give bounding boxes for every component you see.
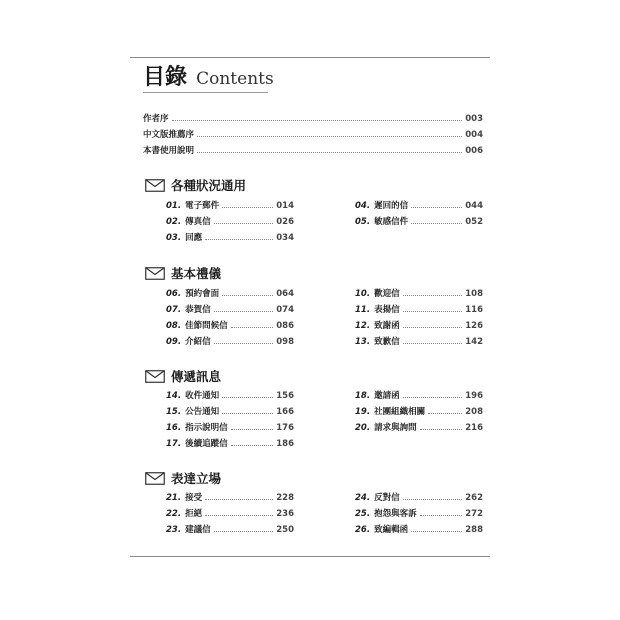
toc-label: 佳節問候信 xyxy=(185,321,228,331)
leader-dots xyxy=(403,327,463,328)
toc-item-number: 03. xyxy=(166,233,182,243)
toc-label: 作者序 xyxy=(143,114,169,124)
leader-dots xyxy=(214,531,274,532)
toc-label: 致歉信 xyxy=(374,337,400,347)
toc-item[interactable] xyxy=(166,320,294,332)
toc-item-number: 26. xyxy=(355,525,371,535)
toc-page-number: 014 xyxy=(276,201,294,211)
toc-page-number: 052 xyxy=(465,217,483,227)
leader-dots xyxy=(411,531,462,532)
leader-dots xyxy=(231,445,274,446)
toc-item-number: 07. xyxy=(166,305,182,315)
toc-item[interactable] xyxy=(355,524,483,536)
toc-page-number: 108 xyxy=(465,289,483,299)
toc-item-number: 23. xyxy=(166,525,182,535)
toc-page-number: 288 xyxy=(465,525,483,535)
toc-label: 接受 xyxy=(185,493,203,503)
section-title: 傳遞訊息 xyxy=(171,369,222,384)
toc-item-number: 16. xyxy=(166,423,182,433)
toc-label: 預約會面 xyxy=(185,289,220,299)
toc-label: 恭賀信 xyxy=(185,305,211,315)
top-rule xyxy=(130,57,490,58)
leader-dots xyxy=(428,413,462,414)
toc-label: 遲回的信 xyxy=(374,201,409,211)
toc-page-number: 126 xyxy=(465,321,483,331)
toc-item[interactable] xyxy=(355,200,483,212)
toc-item-number: 09. xyxy=(166,337,182,347)
leader-dots xyxy=(231,327,274,328)
section-header xyxy=(145,176,246,194)
toc-page-number: 196 xyxy=(465,391,483,401)
toc-item[interactable] xyxy=(166,200,294,212)
toc-page-number: 216 xyxy=(465,423,483,433)
toc-label: 建議信 xyxy=(185,525,211,535)
toc-page-number: 116 xyxy=(465,305,483,315)
envelope-icon xyxy=(145,179,165,192)
leader-dots xyxy=(205,515,273,516)
toc-front-item-recommendation[interactable] xyxy=(143,129,483,141)
leader-dots xyxy=(172,120,463,121)
toc-label: 反對信 xyxy=(374,493,400,503)
section-header xyxy=(145,367,221,385)
toc-item[interactable] xyxy=(166,232,294,244)
bottom-rule xyxy=(130,556,490,557)
toc-page-number: 228 xyxy=(276,493,294,503)
toc-label: 收件通知 xyxy=(185,391,220,401)
toc-item[interactable] xyxy=(166,492,294,504)
toc-page-number: 064 xyxy=(276,289,294,299)
page-title xyxy=(143,60,274,90)
envelope-icon xyxy=(145,267,165,280)
toc-item[interactable] xyxy=(166,508,294,520)
toc-item[interactable] xyxy=(166,336,294,348)
toc-item[interactable] xyxy=(166,422,294,434)
leader-dots xyxy=(403,311,463,312)
toc-page-number: 176 xyxy=(276,423,294,433)
leader-dots xyxy=(205,239,273,240)
leader-dots xyxy=(231,429,274,430)
toc-label: 致編輯函 xyxy=(374,525,409,535)
section-title: 基本禮儀 xyxy=(171,266,222,281)
title-english: Contents xyxy=(196,69,274,89)
toc-label: 邀請函 xyxy=(374,391,400,401)
toc-item-number: 02. xyxy=(166,217,182,227)
toc-item[interactable] xyxy=(355,216,483,228)
leader-dots xyxy=(214,223,274,224)
toc-item-number: 20. xyxy=(355,423,371,433)
toc-item[interactable] xyxy=(166,390,294,402)
toc-item-number: 06. xyxy=(166,289,182,299)
toc-label: 本書使用說明 xyxy=(143,146,195,156)
toc-page-number: 262 xyxy=(465,493,483,503)
leader-dots xyxy=(197,136,462,137)
leader-dots xyxy=(222,413,273,414)
toc-page-number: 186 xyxy=(276,439,294,449)
toc-page-number: 003 xyxy=(465,114,483,124)
toc-item-number: 05. xyxy=(355,217,371,227)
toc-page-number: 074 xyxy=(276,305,294,315)
envelope-icon xyxy=(145,472,165,485)
toc-page-number: 006 xyxy=(465,146,483,156)
leader-dots xyxy=(214,311,274,312)
toc-item[interactable] xyxy=(355,336,483,348)
leader-dots xyxy=(420,429,463,430)
toc-page-number: 208 xyxy=(465,407,483,417)
toc-item[interactable] xyxy=(355,422,483,434)
toc-page-number: 044 xyxy=(465,201,483,211)
toc-item[interactable] xyxy=(355,508,483,520)
title-underline xyxy=(143,92,268,93)
section-title: 各種狀況通用 xyxy=(171,178,247,193)
toc-page-number: 272 xyxy=(465,509,483,519)
toc-item-number: 10. xyxy=(355,289,371,299)
envelope-icon xyxy=(145,370,165,383)
toc-label: 致謝函 xyxy=(374,321,400,331)
toc-item[interactable] xyxy=(166,406,294,418)
toc-page-number: 166 xyxy=(276,407,294,417)
toc-item-number: 14. xyxy=(166,391,182,401)
toc-item-number: 15. xyxy=(166,407,182,417)
toc-label: 電子郵件 xyxy=(185,201,220,211)
toc-item-number: 24. xyxy=(355,493,371,503)
leader-dots xyxy=(420,515,463,516)
toc-label: 社團組織相關 xyxy=(374,407,426,417)
toc-label: 歡迎信 xyxy=(374,289,400,299)
toc-label: 中文版推薦序 xyxy=(143,130,195,140)
toc-page-number: 236 xyxy=(276,509,294,519)
toc-label: 後續追蹤信 xyxy=(185,439,228,449)
toc-item-number: 08. xyxy=(166,321,182,331)
leader-dots xyxy=(403,295,463,296)
toc-label: 請求與詢問 xyxy=(374,423,417,433)
toc-label: 傳真信 xyxy=(185,217,211,227)
section-title: 表達立場 xyxy=(171,471,222,486)
toc-front-item-usage[interactable] xyxy=(143,145,483,157)
leader-dots xyxy=(411,223,462,224)
toc-page-number: 098 xyxy=(276,337,294,347)
toc-item-number: 25. xyxy=(355,509,371,519)
leader-dots xyxy=(222,397,273,398)
toc-item-number: 11. xyxy=(355,305,371,315)
toc-item-number: 21. xyxy=(166,493,182,503)
toc-label: 回應 xyxy=(185,233,203,243)
toc-item-number: 04. xyxy=(355,201,371,211)
toc-item[interactable] xyxy=(355,390,483,402)
toc-item[interactable] xyxy=(166,216,294,228)
toc-item-number: 17. xyxy=(166,439,182,449)
section-header xyxy=(145,264,221,282)
toc-item-number: 18. xyxy=(355,391,371,401)
toc-item-number: 13. xyxy=(355,337,371,347)
toc-page-number: 086 xyxy=(276,321,294,331)
toc-label: 表揚信 xyxy=(374,305,400,315)
toc-label: 介紹信 xyxy=(185,337,211,347)
leader-dots xyxy=(197,152,462,153)
toc-page-number: 026 xyxy=(276,217,294,227)
leader-dots xyxy=(205,499,273,500)
title-chinese: 目錄 xyxy=(143,65,188,90)
toc-item[interactable] xyxy=(166,304,294,316)
toc-item-number: 12. xyxy=(355,321,371,331)
toc-item-number: 19. xyxy=(355,407,371,417)
toc-item[interactable] xyxy=(166,524,294,536)
leader-dots xyxy=(222,207,273,208)
toc-page-number: 250 xyxy=(276,525,294,535)
leader-dots xyxy=(403,499,463,500)
toc-item[interactable] xyxy=(355,406,483,418)
leader-dots xyxy=(214,343,274,344)
toc-item[interactable] xyxy=(166,288,294,300)
toc-label: 敏感信件 xyxy=(374,217,409,227)
leader-dots xyxy=(411,207,462,208)
toc-page-number: 004 xyxy=(465,130,483,140)
toc-item[interactable] xyxy=(355,288,483,300)
toc-page-number: 156 xyxy=(276,391,294,401)
toc-item[interactable] xyxy=(355,320,483,332)
toc-page-number: 142 xyxy=(465,337,483,347)
toc-item[interactable] xyxy=(355,492,483,504)
toc-page-number: 034 xyxy=(276,233,294,243)
toc-item-number: 22. xyxy=(166,509,182,519)
toc-label: 抱怨與客訴 xyxy=(374,509,417,519)
toc-label: 指示說明信 xyxy=(185,423,228,433)
toc-front-item-preface[interactable] xyxy=(143,113,483,125)
toc-item-number: 01. xyxy=(166,201,182,211)
leader-dots xyxy=(403,343,463,344)
section-header xyxy=(145,469,221,487)
leader-dots xyxy=(222,295,273,296)
toc-item[interactable] xyxy=(355,304,483,316)
toc-item[interactable] xyxy=(166,438,294,450)
leader-dots xyxy=(403,397,463,398)
toc-label: 拒絕 xyxy=(185,509,203,519)
toc-label: 公告通知 xyxy=(185,407,220,417)
